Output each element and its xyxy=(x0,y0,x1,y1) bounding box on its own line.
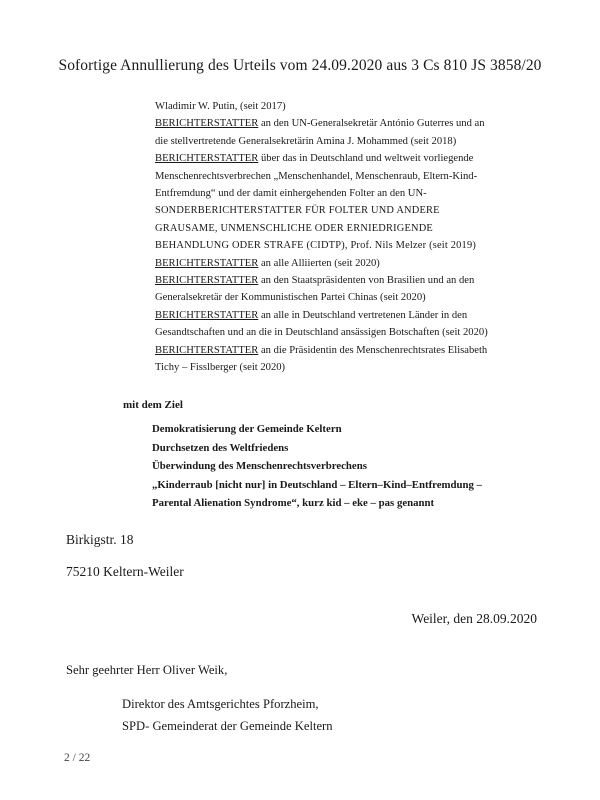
recipient-line: Gesandtschaften und an die in Deutschland ansässigen Botschaften (seit 2020) xyxy=(155,327,488,339)
recipients-block xyxy=(155,98,545,377)
ziel-heading: mit dem Ziel xyxy=(123,399,183,411)
recipient-text: an alle Alliierten (seit 2020) xyxy=(258,257,380,269)
recipient-text: an den Staatspräsidenten von Brasilien und an den xyxy=(258,275,475,287)
recipient-role: SPD- Gemeinderat der Gemeinde Keltern xyxy=(122,719,333,733)
berichterstatter-label: BERICHTERSTATTER xyxy=(155,344,259,356)
goal-item: Parental Alienation Syndrome“, kurz kid – eke – pas genannt xyxy=(152,497,435,510)
goal-item: Überwindung des Menschenrechtsverbrechens xyxy=(152,460,367,473)
recipient-line xyxy=(155,272,545,289)
recipient-line xyxy=(155,307,545,324)
goal-item: Demokratisierung der Gemeinde Keltern xyxy=(152,423,342,435)
goals-list xyxy=(152,420,572,513)
berichterstatter-label: BERICHTERSTATTER xyxy=(155,118,259,130)
recipient-line: Entfremdung“ und der damit einhergehenden Folter an den UN- xyxy=(155,188,427,200)
place-date: Weiler, den 28.09.2020 xyxy=(411,611,537,626)
berichterstatter-label: BERICHTERSTATTER xyxy=(155,309,259,321)
recipient-text: an alle in Deutschland vertretenen Länder in den xyxy=(258,309,468,321)
goal-item: „Kinderraub [nicht nur] in Deutschland – Eltern–Kind–Entfremdung – xyxy=(152,478,483,491)
recipient-line: die stellvertretende Generalsekretärin Amina J. Mohammed (seit 2018) xyxy=(155,135,457,147)
page-number: 2 / 22 xyxy=(64,752,91,764)
recipient-text: an die Präsidentin des Menschenrechtsrates Elisabeth xyxy=(258,344,488,356)
address-city: 75210 Keltern-Weiler xyxy=(66,564,184,579)
recipient-text: über das in Deutschland und weltweit vorliegende xyxy=(258,153,474,165)
goal-item: Durchsetzen des Weltfriedens xyxy=(152,441,289,454)
recipient-line xyxy=(155,255,545,272)
recipient-line xyxy=(155,342,545,359)
recipient-line: BEHANDLUNG ODER STRAFE (CIDTP), Prof. Nils Melzer (seit 2019) xyxy=(155,240,477,252)
address-street: Birkigstr. 18 xyxy=(66,532,134,547)
document-title: Sofortige Annullierung des Urteils vom 24.09.2020 aus 3 Cs 810 JS 3858/20 xyxy=(58,57,542,74)
recipient-line: Tichy – Fisslberger (seit 2020) xyxy=(155,362,286,374)
recipient-line xyxy=(155,115,545,132)
recipient-line: Wladimir W. Putin, (seit 2017) xyxy=(155,101,286,112)
berichterstatter-label: BERICHTERSTATTER xyxy=(155,153,259,165)
recipient-line xyxy=(155,150,545,167)
recipient-line: SONDERBERICHTERSTATTER FÜR FOLTER UND ANDERE xyxy=(155,205,440,217)
recipient-role: Direktor des Amtsgerichtes Pforzheim, xyxy=(122,697,319,711)
salutation: Sehr geehrter Herr Oliver Weik, xyxy=(66,663,228,677)
recipient-line: Menschenrechtsverbrechen „Menschenhandel, Menschenraub, Eltern-Kind- xyxy=(155,170,478,182)
berichterstatter-label: BERICHTERSTATTER xyxy=(155,257,259,269)
berichterstatter-label: BERICHTERSTATTER xyxy=(155,275,259,287)
recipient-text: an den UN-Generalsekretär António Guterres und an xyxy=(258,118,485,130)
recipient-line: GRAUSAME, UNMENSCHLICHE ODER ERNIEDRIGENDE xyxy=(155,222,433,234)
recipient-line: Generalsekretär der Kommunistischen Partei Chinas (seit 2020) xyxy=(155,292,426,304)
